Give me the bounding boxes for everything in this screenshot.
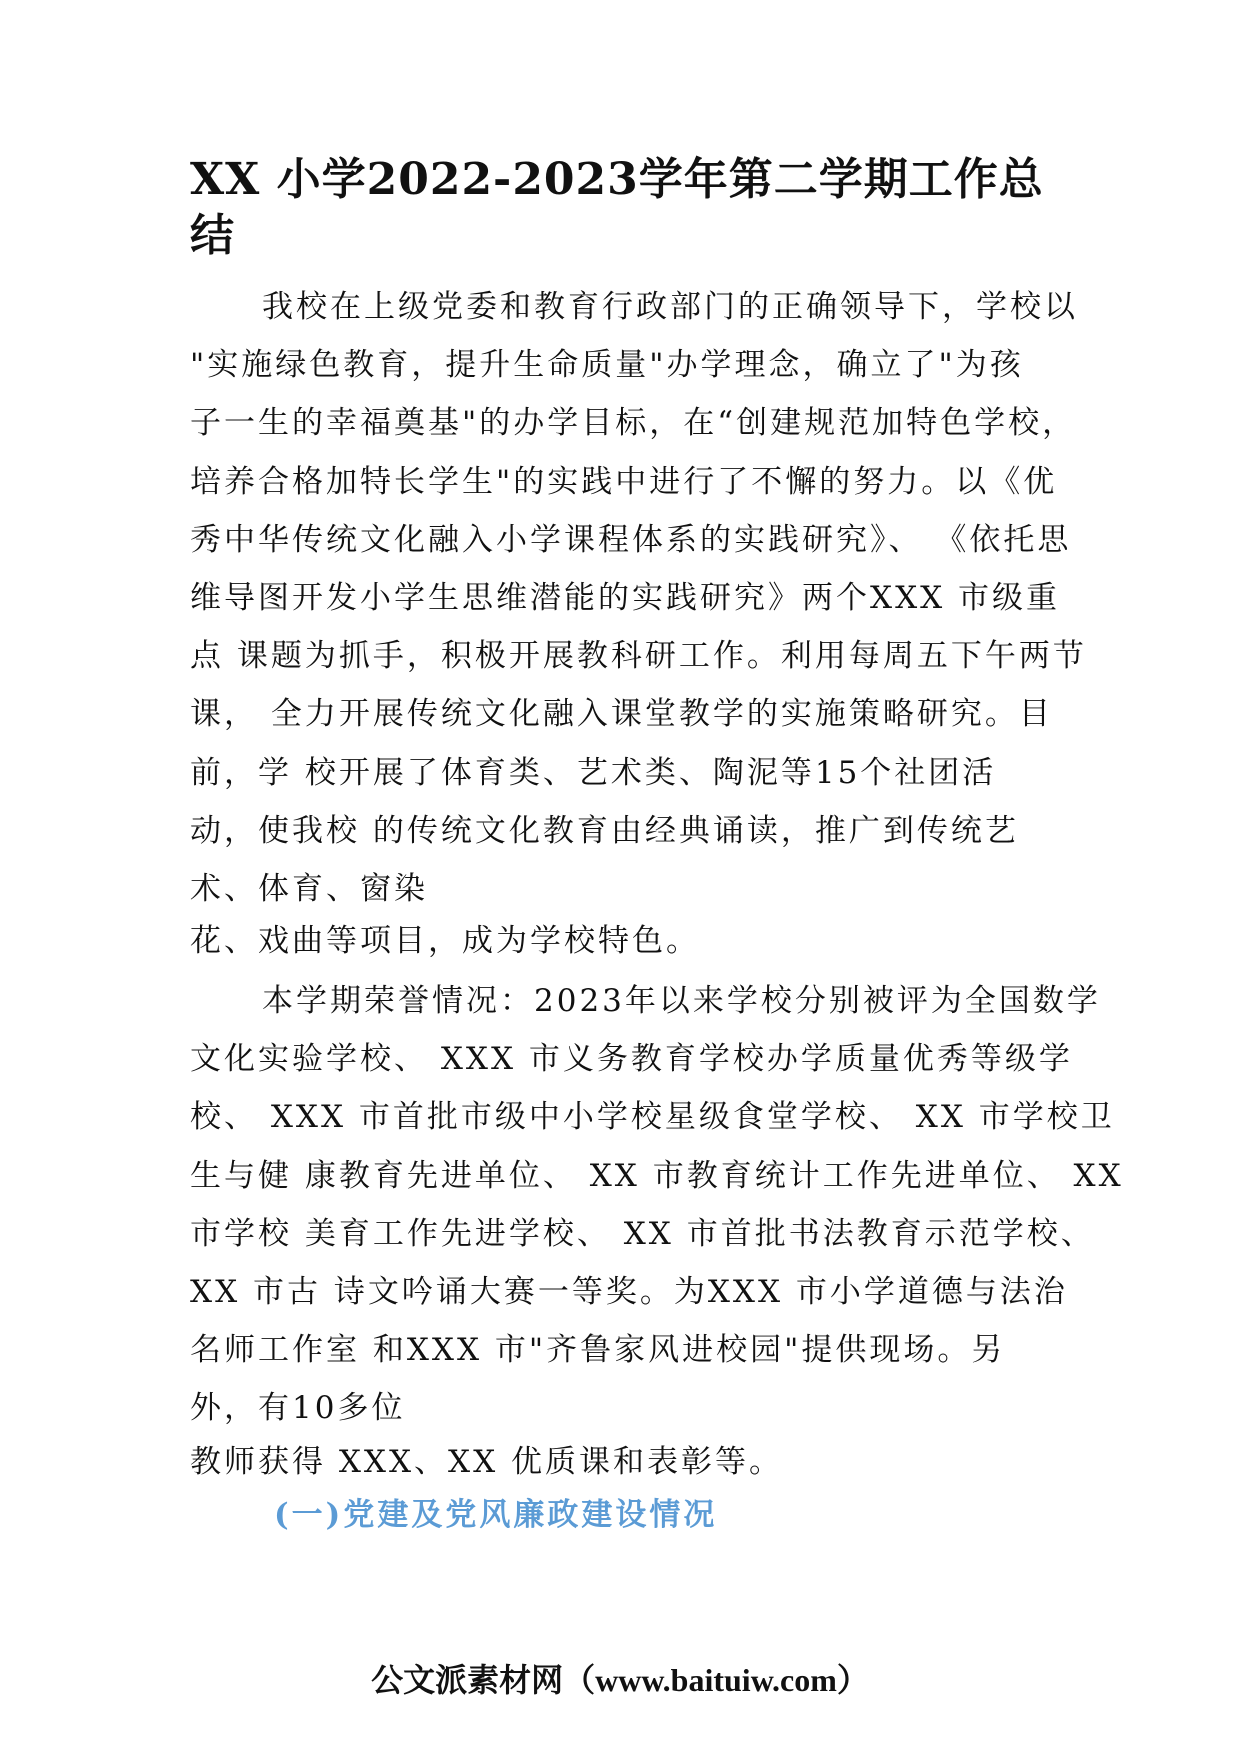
paragraph-line: 课， 全力开展传统文化融入课堂教学的实施策略研究。目 [190, 696, 1053, 733]
paragraph-line: 前，学 校开展了体育类、艺术类、陶泥等15个社团活 [190, 754, 997, 791]
paragraph-line: 秀中华传统文化融入小学课程体系的实践研究》、 《依托思 [190, 521, 1072, 558]
paragraph-line: 本学期荣誉情况：2023年以来学校分别被评为全国数学 [262, 983, 1101, 1019]
honors-paragraph [190, 972, 1124, 1438]
paragraph-line: 动，使我校 的传统文化教育由经典诵读，推广到传统艺 [190, 812, 1019, 849]
title-line: XX 小学2022-2023学年第二学期工作总 [190, 154, 1044, 205]
paragraph-line: 花、戏曲等项目，成为学校特色。 [190, 923, 700, 959]
paragraph-line: "实施绿色教育，提升生命质量"办学理念，确立了"为孩 [190, 347, 1024, 384]
intro-paragraph [190, 278, 1087, 918]
paragraph-line: 我校在上级党委和教育行政部门的正确领导下，学校以 [262, 289, 1078, 325]
paragraph-line: 术、体育、窗染 [190, 871, 428, 908]
footer-watermark: 公文派素材网（www.baituiw.com） [371, 1662, 869, 1698]
paragraph-line: 培养合格加特长学生"的实践中进行了不懈的努力。以《优 [190, 463, 1058, 500]
paragraph-line: XX 市古 诗文吟诵大赛一等奖。为XXX 市小学道德与法治 [190, 1274, 1068, 1311]
paragraph-line: 文化实验学校、 XXX 市义务教育学校办学质量优秀等级学 [190, 1041, 1073, 1078]
document-title [190, 152, 1050, 264]
section-heading: (一)党建及党风廉政建设情况 [274, 1497, 718, 1533]
paragraph-line: 校、 XXX 市首批市级中小学校星级食堂学校、 XX 市学校卫 [190, 1099, 1115, 1136]
paragraph-line: 市学校 美育工作先进学校、 XX 市首批书法教育示范学校、 [190, 1215, 1095, 1252]
paragraph-line: 生与健 康教育先进单位、 XX 市教育统计工作先进单位、 XX [190, 1157, 1124, 1194]
paragraph-line: 维导图开发小学生思维潜能的实践研究》两个XXX 市级重 [190, 580, 1061, 617]
paragraph-line: 名师工作室 和XXX 市"齐鲁家风进校园"提供现场。另 [190, 1332, 1006, 1369]
paragraph-line: 点 课题为抓手，积极开展教科研工作。利用每周五下午两节 [190, 638, 1087, 675]
paragraph-line: 外，有10多位 [190, 1390, 406, 1427]
paragraph-line: 子一生的幸福奠基"的办学目标，在“创建规范加特色学校， [190, 405, 1077, 442]
title-line: 结 [190, 210, 235, 261]
honors-paragraph-tail [190, 1433, 1060, 1491]
paragraph-line: 教师获得 XXX、XX 优质课和表彰等。 [190, 1444, 784, 1480]
intro-paragraph-tail [190, 912, 1060, 970]
